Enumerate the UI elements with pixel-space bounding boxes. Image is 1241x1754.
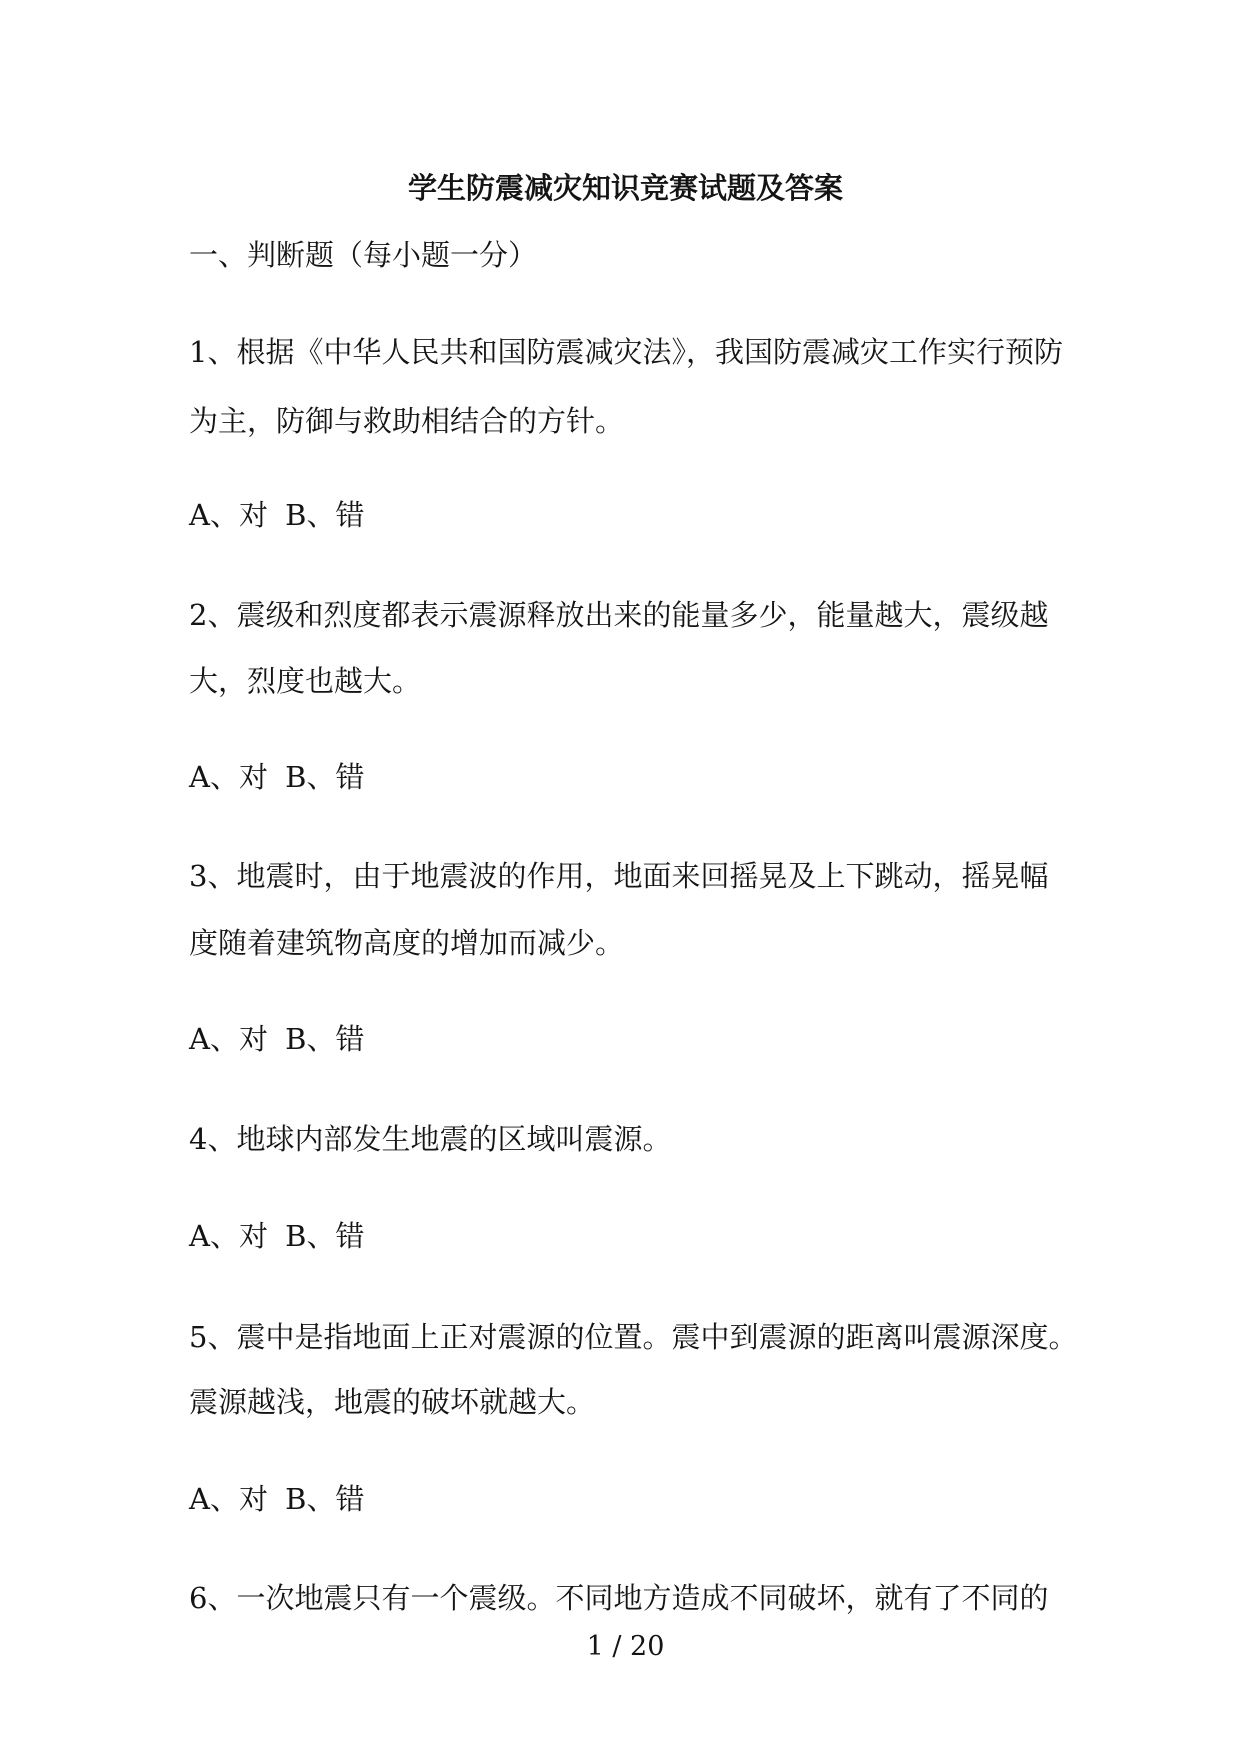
question-4-options: A、对 B、错 [189, 1219, 365, 1253]
document-title: 学生防震减灾知识竞赛试题及答案 [407, 171, 843, 205]
question-3-line-2: 度随着建筑物高度的增加而减少。 [189, 926, 625, 960]
question-1-line-2: 为主，防御与救助相结合的方针。 [189, 404, 625, 438]
question-5-line-2: 震源越浅，地震的破坏就越大。 [189, 1385, 596, 1419]
question-3-line-1: 3、地震时，由于地震波的作用，地面来回摇晃及上下跳动，摇晃幅 [189, 859, 1049, 893]
question-1-line-1: 1、根据《中华人民共和国防震减灾法》，我国防震减灾工作实行预防 [189, 335, 1063, 369]
question-1-options: A、对 B、错 [189, 498, 365, 532]
question-2-line-1: 2、震级和烈度都表示震源释放出来的能量多少，能量越大，震级越 [189, 598, 1049, 632]
question-6-line-1: 6、一次地震只有一个震级。不同地方造成不同破坏，就有了不同的 [189, 1581, 1049, 1615]
question-4-line-1: 4、地球内部发生地震的区域叫震源。 [189, 1122, 672, 1156]
question-2-options: A、对 B、错 [189, 760, 365, 794]
question-3-options: A、对 B、错 [189, 1022, 365, 1056]
question-5-line-1: 5、震中是指地面上正对震源的位置。震中到震源的距离叫震源深度。 [189, 1320, 1078, 1354]
page-number: 1 / 20 [586, 1631, 665, 1662]
question-5-options: A、对 B、错 [189, 1482, 365, 1516]
section-heading: 一、判断题（每小题一分） [189, 238, 538, 272]
question-2-line-2: 大，烈度也越大。 [189, 664, 422, 698]
